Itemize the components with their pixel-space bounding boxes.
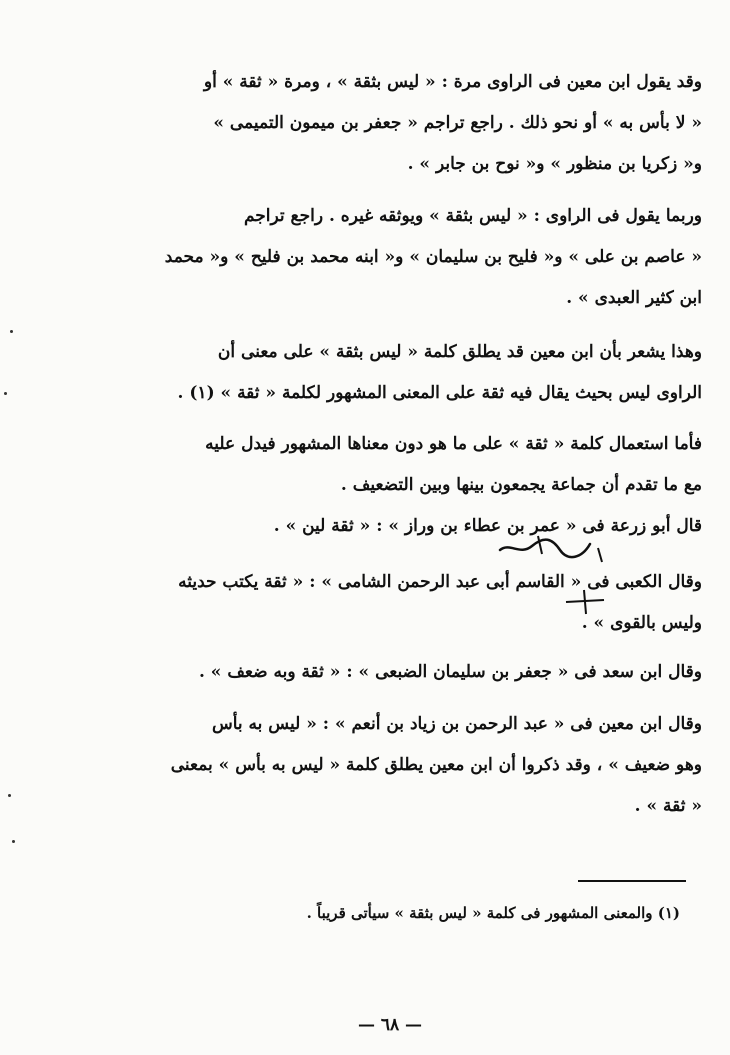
scan-speck [4,392,7,395]
text-line: « عاصم بن على » و« فليح بن سليمان » و« ابنه محمد بن فليح » و« محمد [164,247,702,267]
scan-speck [12,840,15,843]
paragraph-1 [112,62,702,185]
text-line: وقال ابن سعد فى « جعفر بن سليمان الضبعى » : « ثقة وبه ضعف » . [198,662,702,682]
text-line: وقال الكعبى فى « القاسم أبى عبد الرحمن الشامى » : « ثقة يكتب حديثه [178,572,702,592]
handwritten-annotation [490,528,620,568]
text-line: وليس بالقوى » . [581,613,702,633]
text-line: مع ما تقدم أن جماعة يجمعون بينها وبين التضعيف . [340,475,702,495]
page-number: — ٦٨ — [357,1015,423,1035]
scan-speck [8,794,11,797]
text-line: « لا بأس به » أو نحو ذلك . راجع تراجم « جعفر بن ميمون التميمى » [213,113,702,133]
paragraph-2 [112,196,702,319]
text-line: وقد يقول ابن معين فى الراوى مرة : « ليس بثقة » ، ومرة « ثقة » أو [203,72,702,92]
text-line: قال أبو زرعة فى « عمر بن عطاء بن وراز » : « ثقة لين » . [273,516,702,536]
paragraph-6 [112,652,702,693]
text-line: « ثقة » . [634,796,702,816]
text-line: ابن كثير العبدى » . [566,288,702,308]
text-line: وربما يقول فى الراوى : « ليس بثقة » ويوثقه غيره . راجع تراجم [243,206,702,226]
scan-speck [10,330,13,333]
text-line: وهذا يشعر بأن ابن معين قد يطلق كلمة « ليس بثقة » على معنى أن [217,342,702,362]
paragraph-5 [112,562,702,644]
footnote: (١) والمعنى المشهور فى كلمة « ليس بثقة » سيأتى قريباً . [306,904,680,922]
text-line: وهو ضعيف » ، وقد ذكروا أن ابن معين يطلق كلمة « ليس به بأس » بمعنى [170,755,702,775]
text-line: و« زكريا بن منظور » و« نوح بن جابر » . [407,154,702,174]
text-line: الراوى ليس بحيث يقال فيه ثقة على المعنى المشهور لكلمة « ثقة » (١) . [177,383,702,403]
text-line: وقال ابن معين فى « عبد الرحمن بن زياد بن أنعم » : « ليس به بأس [211,714,702,734]
footnote-divider [578,880,686,882]
text-line: فأما استعمال كلمة « ثقة » على ما هو دون معناها المشهور فيدل عليه [205,434,702,454]
handwritten-mark [560,588,610,618]
paragraph-7 [112,704,702,827]
paragraph-3 [112,332,702,414]
